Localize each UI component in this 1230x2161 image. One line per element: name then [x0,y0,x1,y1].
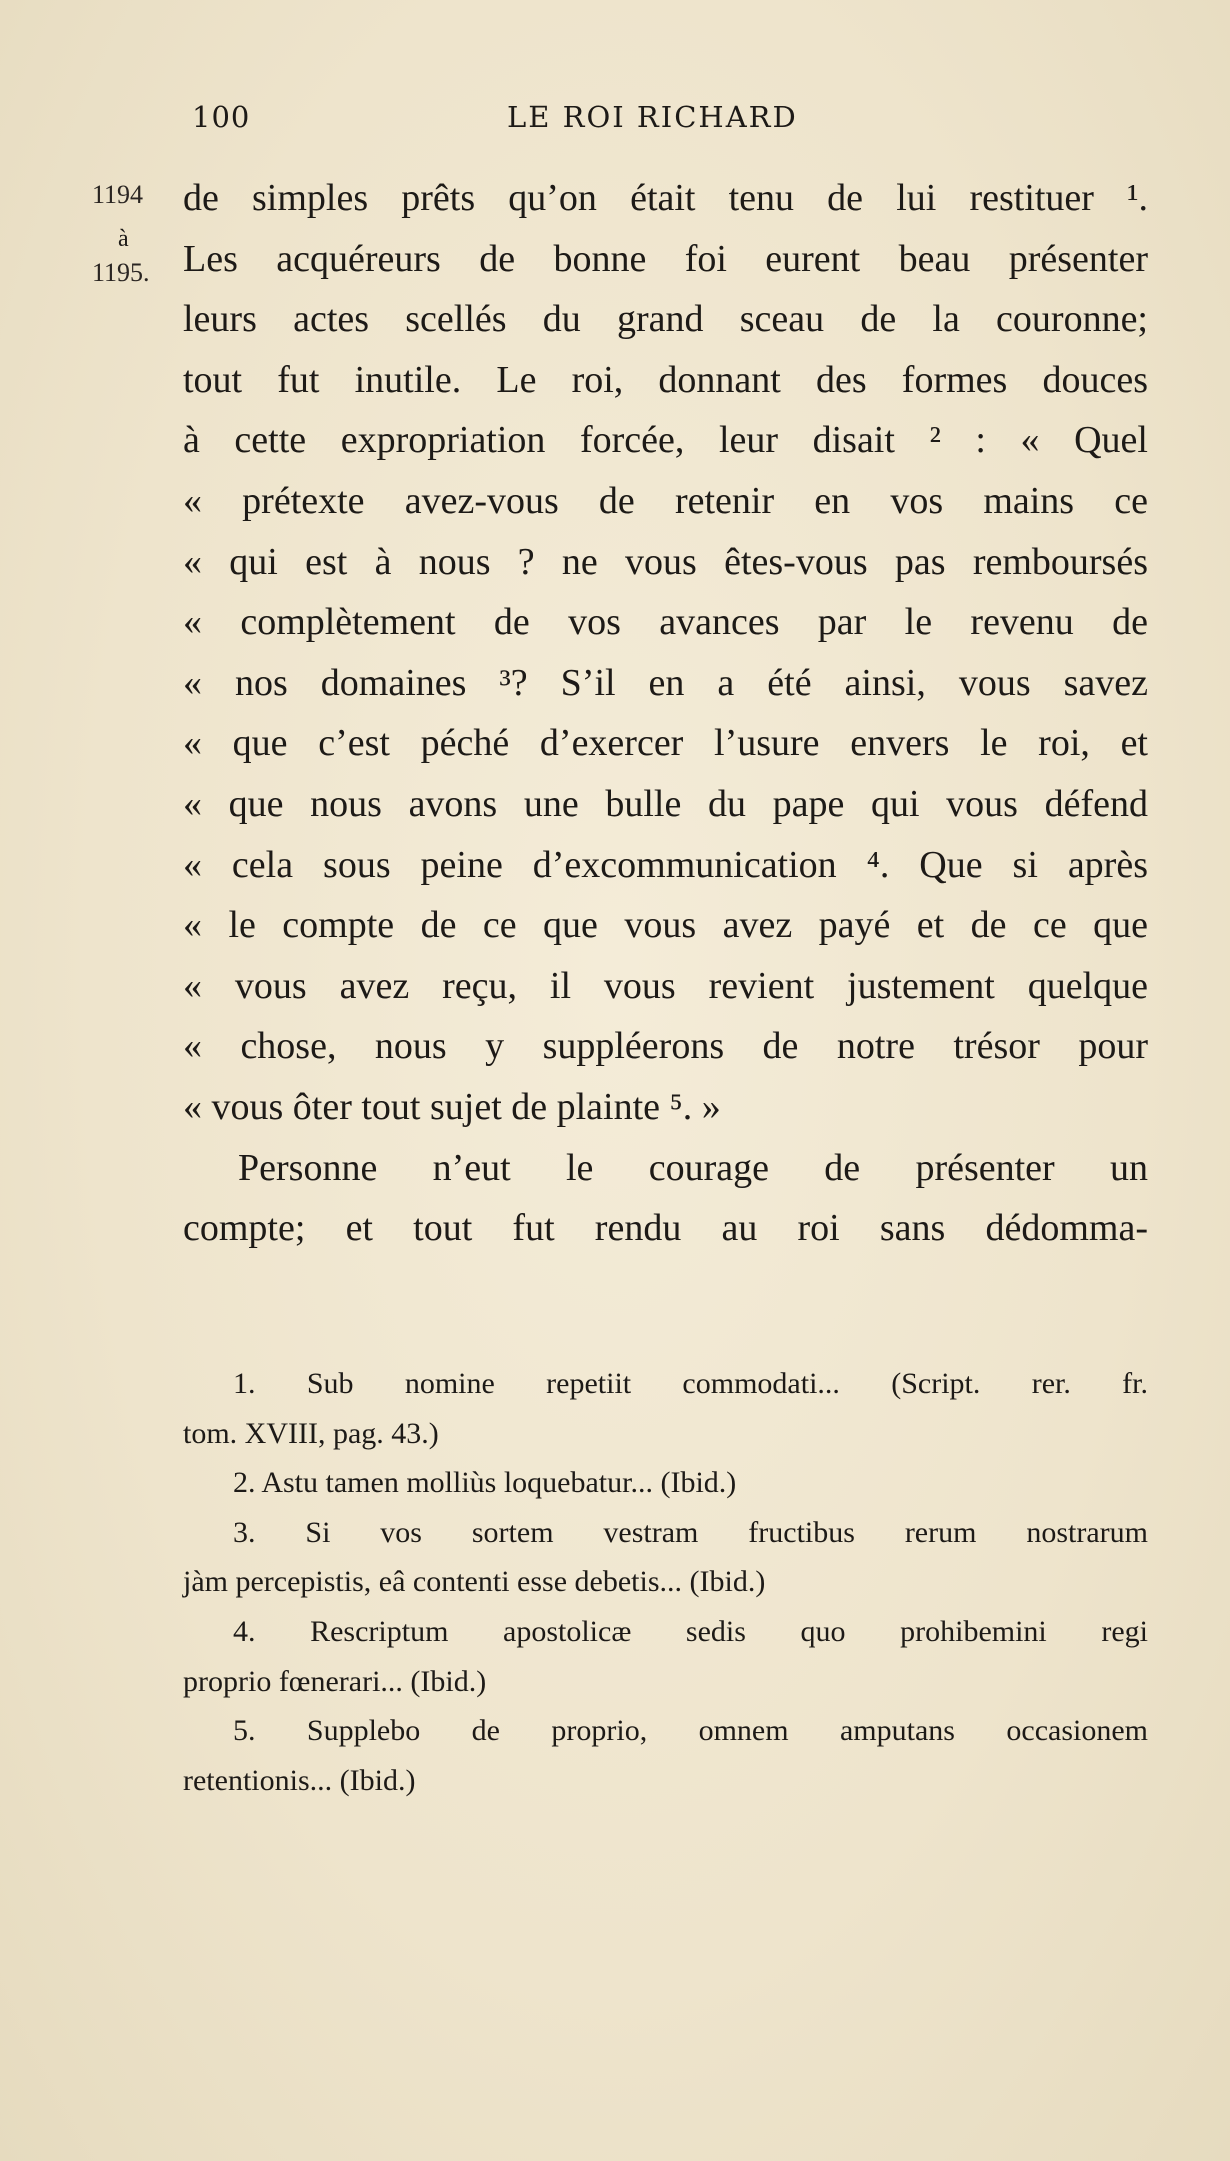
text-line: « qui est à nous ? ne vous êtes-vous pas remboursés [183,540,1148,583]
text-line: à cette expropriation forcée, leur disait ² : « Quel [183,419,1148,462]
footnote-line: 3. Si vos sortem vestram fructibus rerum nostrarum [233,1515,1148,1549]
text-line: Personne n’eut le courage de présenter un [238,1146,1148,1189]
footnote-line: 5. Supplebo de proprio, omnem amputans occasionem [233,1714,1148,1748]
footnote-line: 1. Sub nomine repetiit commodati... (Script. rer. fr. [233,1367,1148,1400]
text-line: compte; et tout fut rendu au roi sans dédomma- [183,1207,1148,1250]
text-line: « chose, nous y suppléerons de notre trésor pour [183,1025,1148,1068]
text-line: « le compte de ce que vous avez payé et de ce que [183,904,1148,947]
text-line: « prétexte avez-vous de retenir en vos mains ce [183,479,1148,522]
footnote-line: jàm percepistis, eâ contenti esse debetis... (Ibid.) [183,1565,766,1599]
text-line: de simples prêts qu’on était tenu de lui restituer ¹. [183,177,1148,219]
footnote-line: 2. Astu tamen molliùs loquebatur... (Ibid.) [233,1466,737,1500]
text-line: « que nous avons une bulle du pape qui vous défend [183,782,1148,825]
text-line: « complètement de vos avances par le revenu de [183,601,1148,644]
text-line: « cela sous peine d’excommunication ⁴. Que si après [183,843,1148,886]
text-line: « vous ôter tout sujet de plainte ⁵. » [183,1085,721,1128]
margin-year-1194: 1194 [92,180,144,209]
page-header [192,100,952,140]
footnote-line: proprio fœnerari... (Ibid.) [183,1664,487,1698]
footnote-line: retentionis... (Ibid.) [183,1763,416,1797]
text-line: tout fut inutile. Le roi, donnant des formes douces [183,358,1148,401]
footnote-line: tom. XVIII, pag. 43.) [183,1416,439,1450]
main-text [183,168,1148,1259]
text-line: leurs actes scellés du grand sceau de la couronne; [183,298,1148,341]
margin-a: à [118,226,129,252]
text-line: « nos domaines ³? S’il en a été ainsi, vous savez [183,661,1148,704]
text-line: « vous avez reçu, il vous revient justement quelque [183,964,1148,1007]
running-title: LE ROI RICHARD [507,100,798,134]
margin-year-1195: 1195. [92,258,150,287]
text-line: « que c’est péché d’exercer l’usure envers le roi, et [183,722,1148,765]
footnotes [183,1359,1148,1805]
page-number: 100 [192,100,251,134]
footnote-line: 4. Rescriptum apostolicæ sedis quo prohibemini regi [233,1614,1148,1648]
text-line: Les acquéreurs de bonne foi eurent beau présenter [183,237,1148,280]
